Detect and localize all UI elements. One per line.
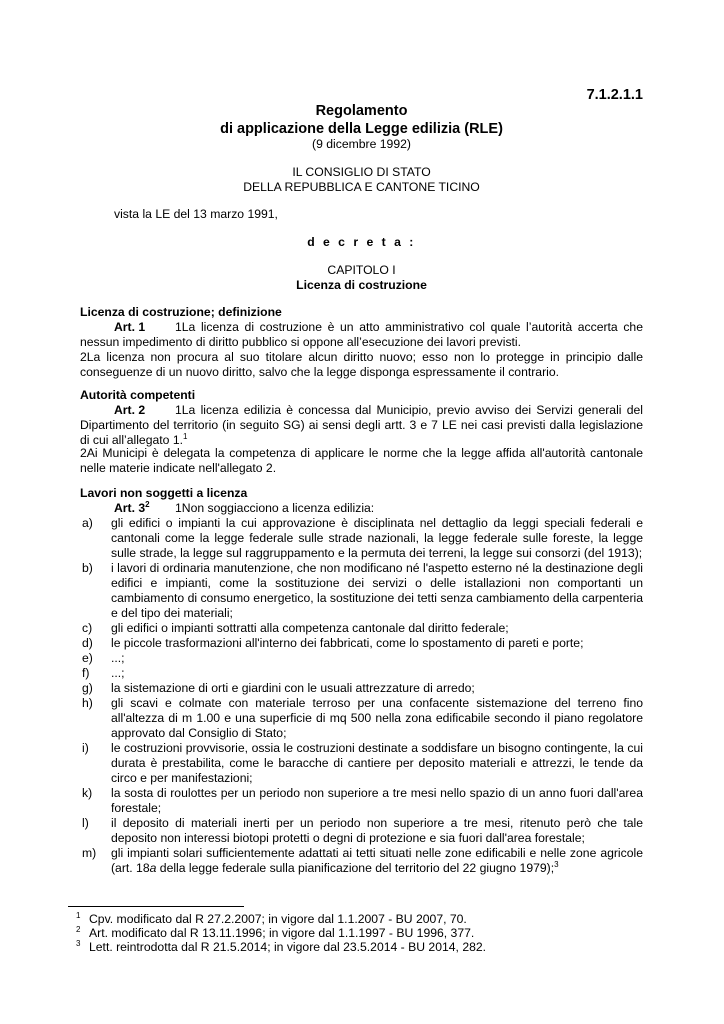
art3-label-wrap (80, 501, 175, 516)
footnote-text: Lett. reintrodotta dal R 21.5.2014; in vigore dal 23.5.2014 - BU 2014, 282. (89, 940, 487, 954)
list-item-text: la sistemazione di orti e giardini con le usuali attrezzature di arredo; (111, 681, 475, 695)
list-item-letter: k) (82, 786, 93, 800)
art1-para2-text: La licenza non procura al suo titolare alcun diritto nuovo; esso non lo protegge in principio dalle conseguenze di un nuovo diritto, salvo che la legge disponga espressamente il contrario. (80, 350, 643, 379)
footnote (76, 940, 486, 954)
art2-para2-number: 2 (80, 446, 87, 460)
list-item-letter: i) (82, 741, 89, 755)
title-line-2: di applicazione della Legge edilizia (RLE) (220, 121, 503, 137)
art3-heading: Lavori non soggetti a licenza (80, 486, 248, 500)
art1-para1-text: La licenza di costruzione è un atto amministrativo col quale l’autorità accerta che nessun impedimento di diritto pubblico si oppone all’esecuzione dei lavori previsti. (80, 320, 643, 349)
list-item-text: il deposito di materiali inerti per un periodo non superiore a tre mesi, ritenuto però che tale deposito non interessi biotopi protetti o degni di protezione e sia fuori dall'area forestale; (111, 816, 643, 845)
art3-letter-list (80, 516, 643, 876)
art1-paragraph-1 (80, 320, 643, 350)
title-line-1: Regolamento (315, 103, 408, 119)
list-item-letter: c) (82, 621, 93, 635)
list-item (80, 636, 643, 651)
list-item-letter: l) (82, 816, 89, 830)
list-item-letter: h) (82, 696, 93, 710)
footnote-number: 1 (76, 910, 81, 920)
list-item-letter: g) (82, 681, 93, 695)
list-item (80, 516, 643, 561)
art2-footnote-ref[interactable]: 1 (182, 431, 188, 441)
art1-para2-number: 2 (80, 350, 87, 364)
art2-para1-number: 1 (175, 403, 182, 417)
list-item (80, 741, 643, 786)
footnote-number: 2 (76, 924, 81, 934)
art1-para1-number: 1 (175, 320, 182, 334)
art2-heading: Autorità competenti (80, 388, 196, 402)
art2-paragraph-1 (80, 403, 643, 448)
authority-line-1: IL CONSIGLIO DI STATO (292, 165, 431, 179)
list-item-letter: m) (82, 846, 97, 860)
list-item-letter: d) (82, 636, 93, 650)
list-item-letter: a) (82, 516, 93, 530)
art1-heading: Licenza di costruzione; definizione (80, 305, 282, 319)
list-item-text: gli edifici o impianti sottratti alla competenza cantonale dal diritto federale; (111, 621, 509, 635)
collection-number: 7.1.2.1.1 (586, 87, 643, 103)
art3-footnote-ref[interactable]: 2 (145, 499, 150, 509)
art1-paragraph-2 (80, 350, 643, 380)
art3-label: Art. 3 (114, 501, 146, 515)
list-item-text: gli impianti solari sufficientemente adattati ai tetti situati nelle zone edificabili e nelle zone agricole (art. 18 (111, 846, 643, 875)
list-item (80, 696, 643, 741)
footnote-number: 3 (76, 938, 81, 948)
list-item-text: ...; (111, 651, 125, 665)
list-item-letter: e) (82, 651, 93, 665)
preamble-vista: vista la LE del 13 marzo 1991, (114, 207, 278, 221)
document-date: (9 dicembre 1992) (312, 137, 411, 151)
art1-label: Art. 1 (114, 320, 146, 334)
list-item-text: gli scavi e colmate con materiale terroso per una confacente sistemazione del terreno fino all'altezza di m 1.00 e una superficie di mq 500 nella zona edificabile secondo il piano regolatore approvato dal Consiglio di Stato; (111, 696, 643, 740)
list-item (80, 816, 643, 846)
list-item-text: la sosta di roulottes per un periodo non superiore a tre mesi nello spazio di un anno fuori dall'area forestale; (111, 786, 643, 815)
art2-para1-text: La licenza edilizia è concessa dal Municipio, previo avviso dei Servizi generali del Dipartimento del territorio (in seguito SG) ai sensi degli artt. 3 e 7 LE nei casi previsti dalla legislazione di cui all’allegato 1. (80, 403, 643, 447)
list-item (80, 666, 643, 681)
authority-line-2: DELLA REPUBBLICA E CANTONE TICINO (243, 180, 480, 194)
list-item (80, 561, 643, 621)
footnote-text: Cpv. modificato dal R 27.2.2007; in vigore dal 1.1.2007 - BU 2007, 70. (89, 912, 467, 926)
list-item-italic: a (149, 861, 157, 875)
list-item-text: gli edifici o impianti la cui approvazione è disciplinata nel dettaglio da leggi speciali federali e cantonali come la legge federale sulle strade nazionali, la legge federale sulle foreste, la legge sulle strade, la legge sul raggruppamento e la permuta dei terreni, la legge sui consorzi (del 1913); (111, 516, 643, 560)
preamble-decreta: d e c r e t a : (307, 235, 416, 249)
list-item-letter: f) (82, 666, 90, 680)
list-item (80, 681, 643, 696)
chapter-title: Licenza di costruzione (296, 278, 427, 292)
footnote-text: Art. modificato dal R 13.11.1996; in vigore dal 1.1.1997 - BU 1996, 377. (89, 926, 475, 940)
list-item-letter: b) (82, 561, 93, 575)
footnote-separator (68, 906, 244, 907)
list-item (80, 651, 643, 666)
list-item (80, 621, 643, 636)
chapter-number: CAPITOLO I (327, 263, 396, 277)
footnote (76, 926, 474, 940)
list-item-text: i lavori di ordinaria manutenzione, che non modificano né l'aspetto esterno né la destinazione degli edifici e impianti, come la sostituzione dei servizi o delle istallazioni non comportanti un cambiamento di consumo energetico, la sostituzione dei tetti senza cambiamento della carpenteria e del tipo dei materiali; (111, 561, 643, 620)
list-item (80, 786, 643, 816)
art3-intro (80, 501, 643, 516)
list-item-text-end: della legge federale sulla pianificazione del territorio del 22 giugno 1979); (156, 861, 555, 875)
list-item-text: ...; (111, 666, 125, 680)
art2-para2-text: Ai Municipi è delegata la competenza di applicare le norme che la legge affida all'autorità cantonale nelle materie indicate nell'allegato 2. (80, 446, 643, 475)
art3-m-footnote-ref[interactable]: 3 (554, 859, 559, 869)
art3-para1-text: Non soggiacciono a licenza edilizia: (181, 501, 375, 515)
footnote (76, 912, 467, 926)
art2-label: Art. 2 (114, 403, 146, 417)
art3-para1-number: 1 (175, 501, 182, 515)
art2-paragraph-2 (80, 446, 643, 476)
list-item (80, 846, 643, 876)
list-item-text: le piccole trasformazioni all'interno dei fabbricati, come lo spostamento di pareti e porte; (111, 636, 584, 650)
list-item-text: le costruzioni provvisorie, ossia le costruzioni destinate a soddisfare un bisogno contingente, la cui durata è prestabilita, come le baracche di cantiere per deposito materiali e attrezzi, le tende da circo e per manifestazioni; (111, 741, 643, 785)
